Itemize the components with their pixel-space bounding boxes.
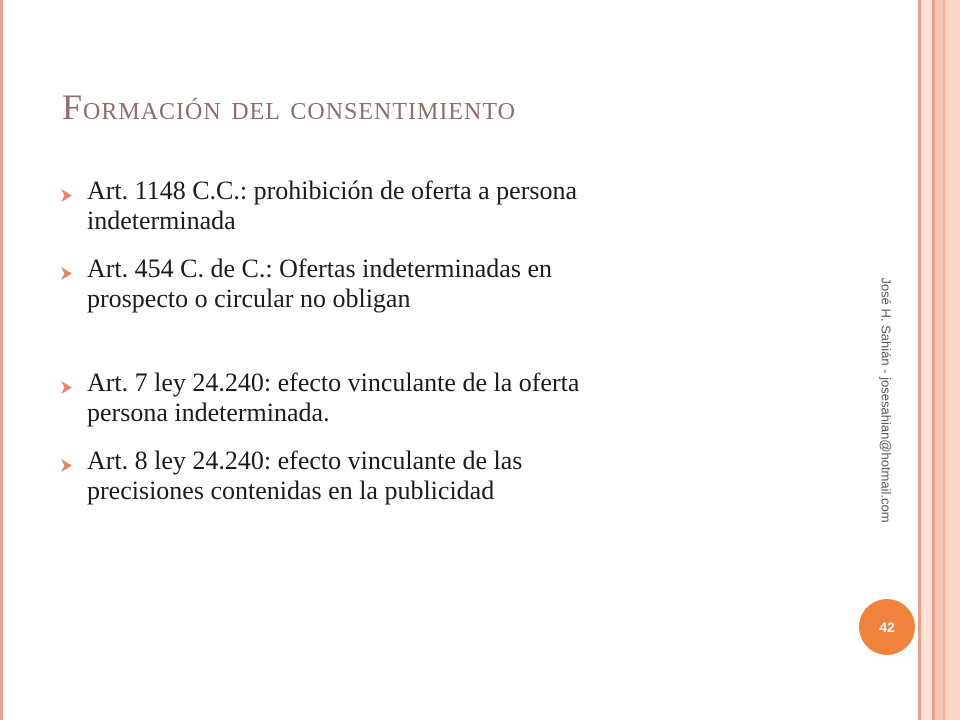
author-footer-text: José H. Sahián - josesahian@hotmail.com — [878, 277, 894, 523]
slide-title-initial: F — [62, 87, 84, 127]
arrow-bullet-icon — [60, 189, 73, 202]
right-border-stripe — [935, 0, 943, 720]
right-border-stripe — [921, 0, 932, 720]
bullet-text-line: Art. 1148 C.C.: prohibición de oferta a persona — [87, 176, 578, 205]
bullet-item — [60, 176, 840, 236]
page-number-badge — [859, 599, 915, 655]
bullet-text-line: indeterminada — [87, 206, 236, 235]
slide-title — [62, 86, 516, 128]
page-number: 42 — [879, 619, 895, 635]
arrow-bullet-icon — [60, 381, 73, 394]
bullet-text-line: prospecto o circular no obligan — [87, 284, 411, 313]
bullet-item — [60, 368, 840, 428]
bullet-text-line: Art. 7 ley 24.240: efecto vinculante de la oferta — [87, 368, 580, 397]
bullet-text-line: Art. 8 ley 24.240: efecto vinculante de las — [87, 446, 523, 475]
bullet-text-line: Art. 454 C. de C.: Ofertas indeterminadas en — [87, 254, 552, 283]
bullet-text-line: precisiones contenidas en la publicidad — [87, 476, 495, 505]
arrow-bullet-icon — [60, 267, 73, 280]
bullet-text-line: persona indeterminada. — [87, 398, 330, 427]
arrow-bullet-icon — [60, 459, 73, 472]
bullet-item — [60, 254, 840, 314]
right-border-stripe — [945, 0, 960, 720]
slide-title-rest: ormación del consentimiento — [83, 90, 516, 127]
left-border-rule — [0, 0, 3, 720]
bullet-item — [60, 446, 840, 506]
